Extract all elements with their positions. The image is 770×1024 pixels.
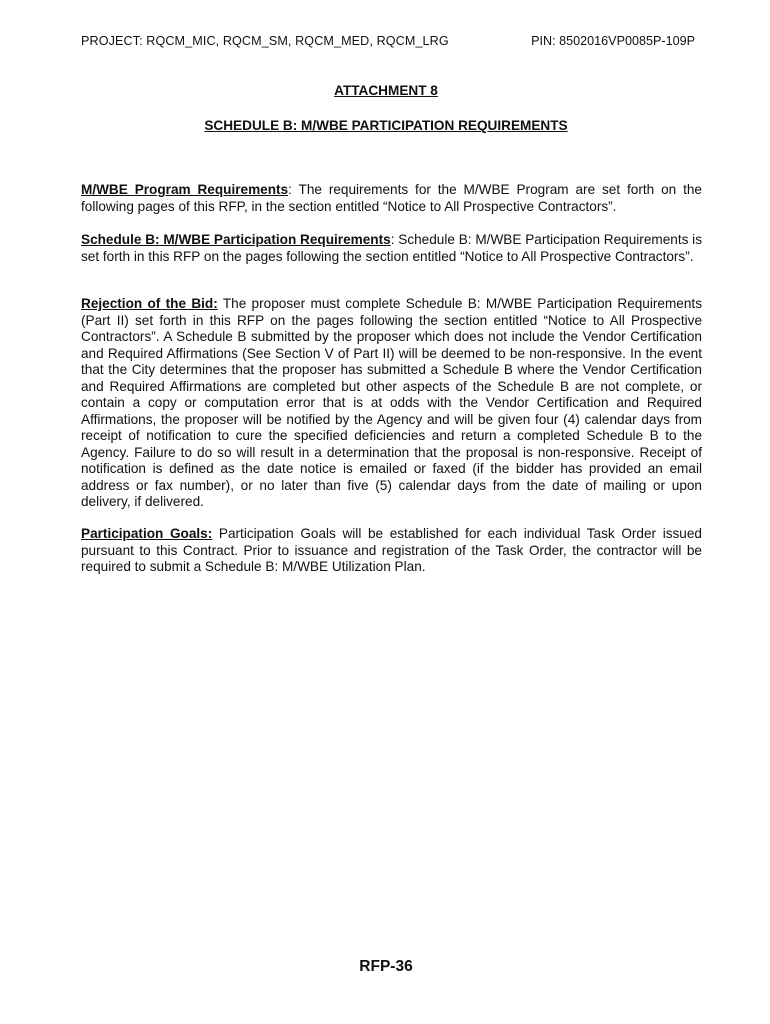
schedule-title: SCHEDULE B: M/WBE PARTICIPATION REQUIREMENTS [204,118,568,133]
program-requirements-paragraph [81,182,702,215]
page-number: RFP-36 [359,958,413,975]
participation-goals-paragraph [81,526,702,576]
attachment-title: ATTACHMENT 8 [334,83,438,98]
paragraph-text: : Schedule B: M/WBE Participation Requirements is set forth in this RFP on the pages following the section entitled “Notice to All Prospective Contractors”. [81,232,702,264]
paragraph-text: : The requirements for the M/WBE Program are set forth on the following pages of this RFP, in the section entitled “Notice to All Prospective Contractors”. [81,182,702,214]
paragraph-text: The proposer must complete Schedule B: M/WBE Participation Requirements (Part II) set forth in this RFP on the pages following the section entitled “Notice to All Prospective Contractors”. A Schedule B submitted by the proposer which does not include the Vendor Certification and Required Affirmations (See Section V of Part II) will be deemed to be non-responsive. In the event that the City determines that the proposer has submitted a Schedule B where the Vendor Certification and Required Affirmations are completed but other aspects of the Schedule B are not complete, or contain a copy or computation error that is at odds with the Vendor Certification and Required Affirmations, the proposer will be notified by the Agency and will be given four (4) calendar days from receipt of notification to cure the specified deficiencies and return a completed Schedule B to the Agency. Failure to do so will result in a determination that the proposal is non-responsive. Receipt of notification is defined as the date notice is emailed or faxed (if the bidder has provided an email address or fax number), or no later than five (5) calendar days from the date of mailing or upon delivery, if delivered. [81,296,702,509]
participation-requirements-paragraph [81,232,702,265]
paragraph-heading: Participation Goals: [81,526,213,541]
paragraph-text: Participation Goals will be established for each individual Task Order issued pursuant to this Contract. Prior to issuance and registration of the Task Order, the contractor will be required to submit a Schedule B: M/WBE Utilization Plan. [81,526,702,574]
paragraph-heading: Schedule B: M/WBE Participation Requirements [81,232,391,247]
paragraph-heading: M/WBE Program Requirements [81,182,289,197]
paragraph-heading: Rejection of the Bid: [81,296,218,311]
rejection-of-bid-paragraph [81,296,702,511]
project-header: PROJECT: RQCM_MIC, RQCM_SM, RQCM_MED, RQCM_LRG [81,34,449,48]
pin-header: PIN: 8502016VP0085P-109P [531,34,695,48]
